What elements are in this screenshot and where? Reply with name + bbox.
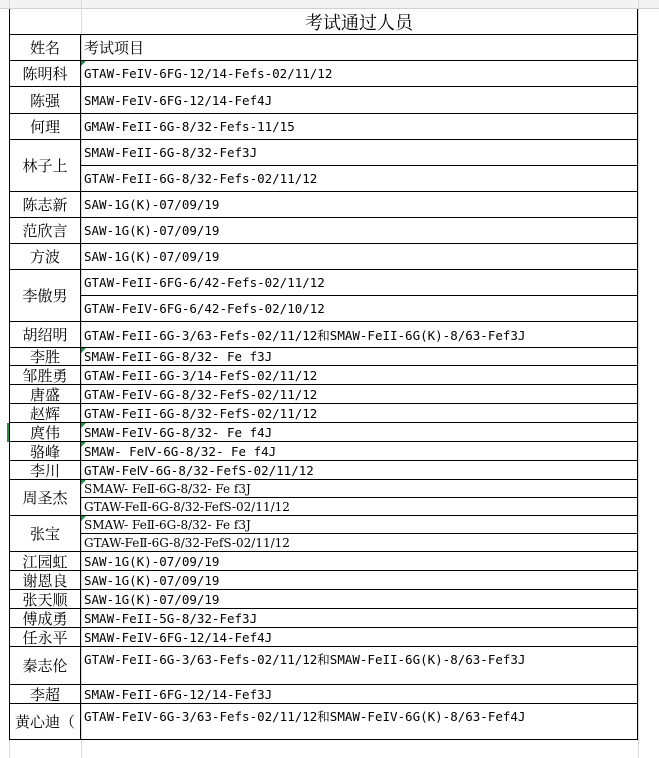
- item-cell[interactable]: GTAW-FeIV-6FG-12/14-Fefs-02/11/12: [81, 61, 638, 87]
- item-cell[interactable]: SMAW- FeⅡ-6G-8/32- Fe f3J: [81, 480, 638, 498]
- cell-note-indicator-icon: [81, 516, 86, 521]
- table-row: [0, 480, 638, 516]
- item-cell[interactable]: SMAW-FeII-5G-8/32-Fef3J: [81, 609, 638, 628]
- table-row: [0, 571, 638, 590]
- cell-note-indicator-icon: [81, 423, 86, 428]
- item-cell[interactable]: GTAW-FeII-6G-8/32-Fefs-02/11/12: [81, 166, 638, 192]
- row-selection-marker: [7, 423, 9, 442]
- name-cell[interactable]: 胡绍明: [9, 322, 81, 348]
- cell-note-indicator-icon: [81, 480, 86, 485]
- table-row: [0, 590, 638, 609]
- item-cell[interactable]: SMAW-FeII-6G-8/32-Fef3J: [81, 140, 638, 166]
- item-cell[interactable]: GTAW-FeⅡ-6G-8/32-FefS-02/11/12: [81, 534, 638, 552]
- item-cell[interactable]: GTAW-FeIV-6G-8/32-FefS-02/11/12: [81, 385, 638, 404]
- table-row: [0, 348, 638, 366]
- gridline: [638, 0, 639, 758]
- item-cell[interactable]: GTAW-FeIV-6FG-6/42-Fefs-02/10/12: [81, 296, 638, 322]
- item-cell[interactable]: GTAW-FeII-6G-3/14-FefS-02/11/12: [81, 366, 638, 385]
- name-cell[interactable]: 唐盛: [9, 385, 81, 404]
- item-cell[interactable]: GTAW-FeII-6FG-6/42-Fefs-02/11/12: [81, 270, 638, 296]
- table-row: [0, 423, 638, 442]
- name-cell[interactable]: 庹伟: [9, 423, 81, 442]
- name-cell[interactable]: 傅成勇: [9, 609, 81, 628]
- item-cell[interactable]: SMAW- FeⅣ-6G-8/32- Fe f4J: [81, 442, 638, 461]
- item-cell[interactable]: SMAW-FeII-6G-8/32- Fe f3J: [81, 348, 638, 366]
- table-row: [0, 609, 638, 628]
- name-cell[interactable]: 何理: [9, 114, 81, 140]
- table-row: [0, 192, 638, 218]
- sheet-title[interactable]: 考试通过人员: [81, 9, 638, 35]
- table-row: [0, 244, 638, 270]
- table-row: [0, 366, 638, 385]
- table-row: [0, 685, 638, 704]
- name-cell[interactable]: 陈志新: [9, 192, 81, 218]
- item-cell[interactable]: GTAW-FeIV-6G-3/63-Fefs-02/11/12和SMAW-FeIV-6G(K)-8/63-Fef4J: [81, 704, 638, 740]
- item-cell[interactable]: GMAW-FeII-6G-8/32-Fefs-11/15: [81, 114, 638, 140]
- name-cell[interactable]: 方波: [9, 244, 81, 270]
- name-cell[interactable]: 李超: [9, 685, 81, 704]
- item-cell[interactable]: GTAW-FeII-6G-3/63-Fefs-02/11/12和SMAW-FeII-6G(K)-8/63-Fef3J: [81, 647, 638, 685]
- name-cell[interactable]: 秦志伦: [9, 647, 81, 685]
- name-cell[interactable]: 赵辉: [9, 404, 81, 423]
- item-cell[interactable]: SMAW-FeIV-6FG-12/14-Fef4J: [81, 628, 638, 647]
- name-cell[interactable]: 黄心迪（: [9, 704, 81, 740]
- table-row: [0, 140, 638, 192]
- name-cell[interactable]: 林子上: [9, 140, 81, 192]
- name-cell[interactable]: 张宝: [9, 516, 81, 552]
- name-cell[interactable]: 陈明科: [9, 61, 81, 87]
- item-cell[interactable]: SMAW-FeIV-6G-8/32- Fe f4J: [81, 423, 638, 442]
- item-cell[interactable]: SMAW-FeIV-6FG-12/14-Fef4J: [81, 87, 638, 114]
- item-cell[interactable]: GTAW-FeII-6G-3/63-Fefs-02/11/12和SMAW-FeII-6G(K)-8/63-Fef3J: [81, 322, 638, 348]
- name-cell[interactable]: 任永平: [9, 628, 81, 647]
- table-row: [0, 647, 638, 685]
- table-row: [0, 628, 638, 647]
- name-cell[interactable]: 骆峰: [9, 442, 81, 461]
- table-row: [0, 552, 638, 571]
- name-cell[interactable]: 张天顺: [9, 590, 81, 609]
- item-cell[interactable]: GTAW-FeⅣ-6G-8/32-FefS-02/11/12: [81, 461, 638, 480]
- name-cell[interactable]: 李川: [9, 461, 81, 480]
- table-row: [0, 704, 638, 740]
- header-name[interactable]: 姓名: [9, 35, 81, 61]
- item-cell[interactable]: SAW-1G(K)-07/09/19: [81, 192, 638, 218]
- table-row: [0, 516, 638, 552]
- name-cell[interactable]: 范欣言: [9, 218, 81, 244]
- table-row: [0, 404, 638, 423]
- item-cell[interactable]: GTAW-FeⅡ-6G-8/32-FefS-02/11/12: [81, 498, 638, 516]
- item-cell[interactable]: SAW-1G(K)-07/09/19: [81, 590, 638, 609]
- table-row: [0, 218, 638, 244]
- item-cell[interactable]: SAW-1G(K)-07/09/19: [81, 571, 638, 590]
- name-cell[interactable]: 周圣杰: [9, 480, 81, 516]
- item-cell[interactable]: SAW-1G(K)-07/09/19: [81, 552, 638, 571]
- item-cell[interactable]: SMAW- FeⅡ-6G-8/32- Fe f3J: [81, 516, 638, 534]
- table-row: [0, 385, 638, 404]
- item-cell[interactable]: SAW-1G(K)-07/09/19: [81, 218, 638, 244]
- table-row: [0, 442, 638, 461]
- header-row: [0, 35, 638, 61]
- table-row: [0, 322, 638, 348]
- table-row: [0, 87, 638, 114]
- name-cell[interactable]: 李胜: [9, 348, 81, 366]
- name-cell[interactable]: 陈强: [9, 87, 81, 114]
- header-item[interactable]: 考试项目: [81, 35, 638, 61]
- cell-note-indicator-icon: [81, 442, 86, 447]
- name-cell[interactable]: 谢恩良: [9, 571, 81, 590]
- title-left-cell[interactable]: [9, 9, 81, 35]
- item-cell[interactable]: GTAW-FeII-6G-8/32-FefS-02/11/12: [81, 404, 638, 423]
- table-row: [0, 114, 638, 140]
- item-cell[interactable]: SMAW-FeII-6FG-12/14-Fef3J: [81, 685, 638, 704]
- table-row: [0, 61, 638, 87]
- cell-note-indicator-icon: [81, 61, 86, 66]
- cell-note-indicator-icon: [81, 348, 86, 353]
- name-cell[interactable]: 江园虹: [9, 552, 81, 571]
- name-cell[interactable]: 李傲男: [9, 270, 81, 322]
- table-row: [0, 270, 638, 322]
- table-row: [0, 461, 638, 480]
- item-cell[interactable]: SAW-1G(K)-07/09/19: [81, 244, 638, 270]
- name-cell[interactable]: 邹胜勇: [9, 366, 81, 385]
